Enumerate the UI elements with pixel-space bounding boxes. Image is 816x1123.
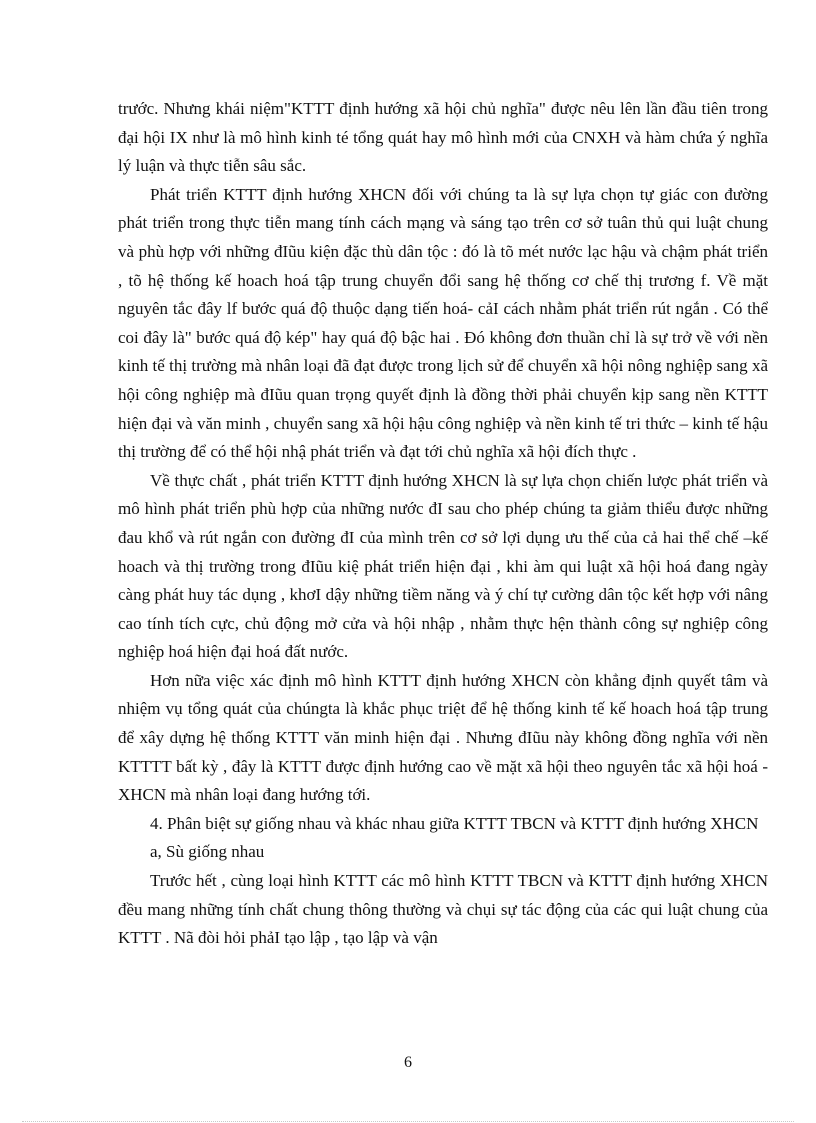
paragraph-2: Phát triển KTTT định hướng XHCN đối với chúng ta là sự lựa chọn tự giác con đường phát triển trong thực tiễn mang tính cách mạng và sáng tạo trên cơ sở tuân thủ qui luật chung và phù hợp với những đIũu kiện đặc thù dân tộc : đó là tõ mét nước lạc hậu và chậm phát triển , tõ hệ thống kế hoach hoá tập trung chuyển đổi sang hệ thống cơ chế thị trương f. Về mặt nguyên tắc đây lf bước quá độ thuộc dạng tiến hoá- cảI cách nhằm phát triển rút ngắn . Có thể coi đây là" bước quá độ kép" hay quá độ bậc hai . Đó không đơn thuần chỉ là sự trở về với nền kinh tế thị trường mà nhân loại đã đạt được trong lịch sử để chuyển xã hội nông nghiệp sang xã hội công nghiệp mà đIũu quan trọng quyết định là đồng thời phải chuyển kịp sang nền KTTT hiện đại và văn minh , chuyển sang xã hội hậu công nghiệp và nền kinh tế tri thức – kinh tế hậu thị trường để có thể hội nhậ phát triển và đạt tới chủ nghĩa xã hội đích thực .	[118, 184, 768, 462]
body-text	[118, 95, 768, 953]
paragraph-4: Hơn nữa việc xác định mô hình KTTT định hướng XHCN còn khẳng định quyết tâm và nhiệm vụ tổng quát của chúngta là khắc phục triệt để hệ thống kinh tế kế hoach hoá tập trung để xây dựng hệ thống KTTT văn minh hiện đại . Nhưng đIũu này không đồng nghĩa với nền KTTTT bất kỳ , đây là KTTT được định hướng cao về mặt xã hội theo nguyên tắc xã hội hoá - XHCN mà nhân loại đang hướng tới.	[118, 670, 768, 805]
paragraph-1: trước. Nhưng khái niệm"KTTT định hướng xã hội chủ nghĩa" được nêu lên lần đầu tiên trong đại hội IX như là mô hình kinh té tổng quát hay mô hình mới của CNXH và hàm chứa ý nghĩa lý luận và thực tiễn sâu sắc.	[118, 99, 768, 176]
page-bottom-divider	[22, 1121, 794, 1122]
subsection-heading: a, Sù giống nhau	[150, 842, 265, 862]
paragraph-5: Trước hết , cùng loại hình KTTT các mô hình KTTT TBCN và KTTT định hướng XHCN đều mang những tính chất chung thông thường và chụi sự tác động của các qui luật chung của KTTT . Nã đòi hỏi phảI tạo lập , tạo lập và vận	[118, 871, 768, 948]
paragraph-3: Về thực chất , phát triển KTTT định hướng XHCN là sự lựa chọn chiến lược phát triển và mô hình phát triển phù hợp của những nước đI sau cho phép chúng ta giảm thiểu được những đau khổ và rút ngắn con đường đI của mình trên cơ sở lợi dụng ưu thế của cả hai thể chế –kế hoach và thị trường trong đIũu kiệ phát triển hiện đại , khi àm qui luật xã hội hoá đang ngày càng phát huy tác dụng , khơI dậy những tiềm năng và ý chí tự cường dân tộc kết hợp với nâng cao tính tích cực, chủ động mở cửa và hội nhập , nhằm thực hện thành công sự nghiệp công nghiệp hoá hiện đại hoá đất nước.	[118, 470, 768, 662]
section-heading: 4. Phân biệt sự giống nhau và khác nhau giữa KTTT TBCN và KTTT định hướng XHCN	[150, 813, 759, 833]
page-number: 6	[404, 1054, 412, 1071]
